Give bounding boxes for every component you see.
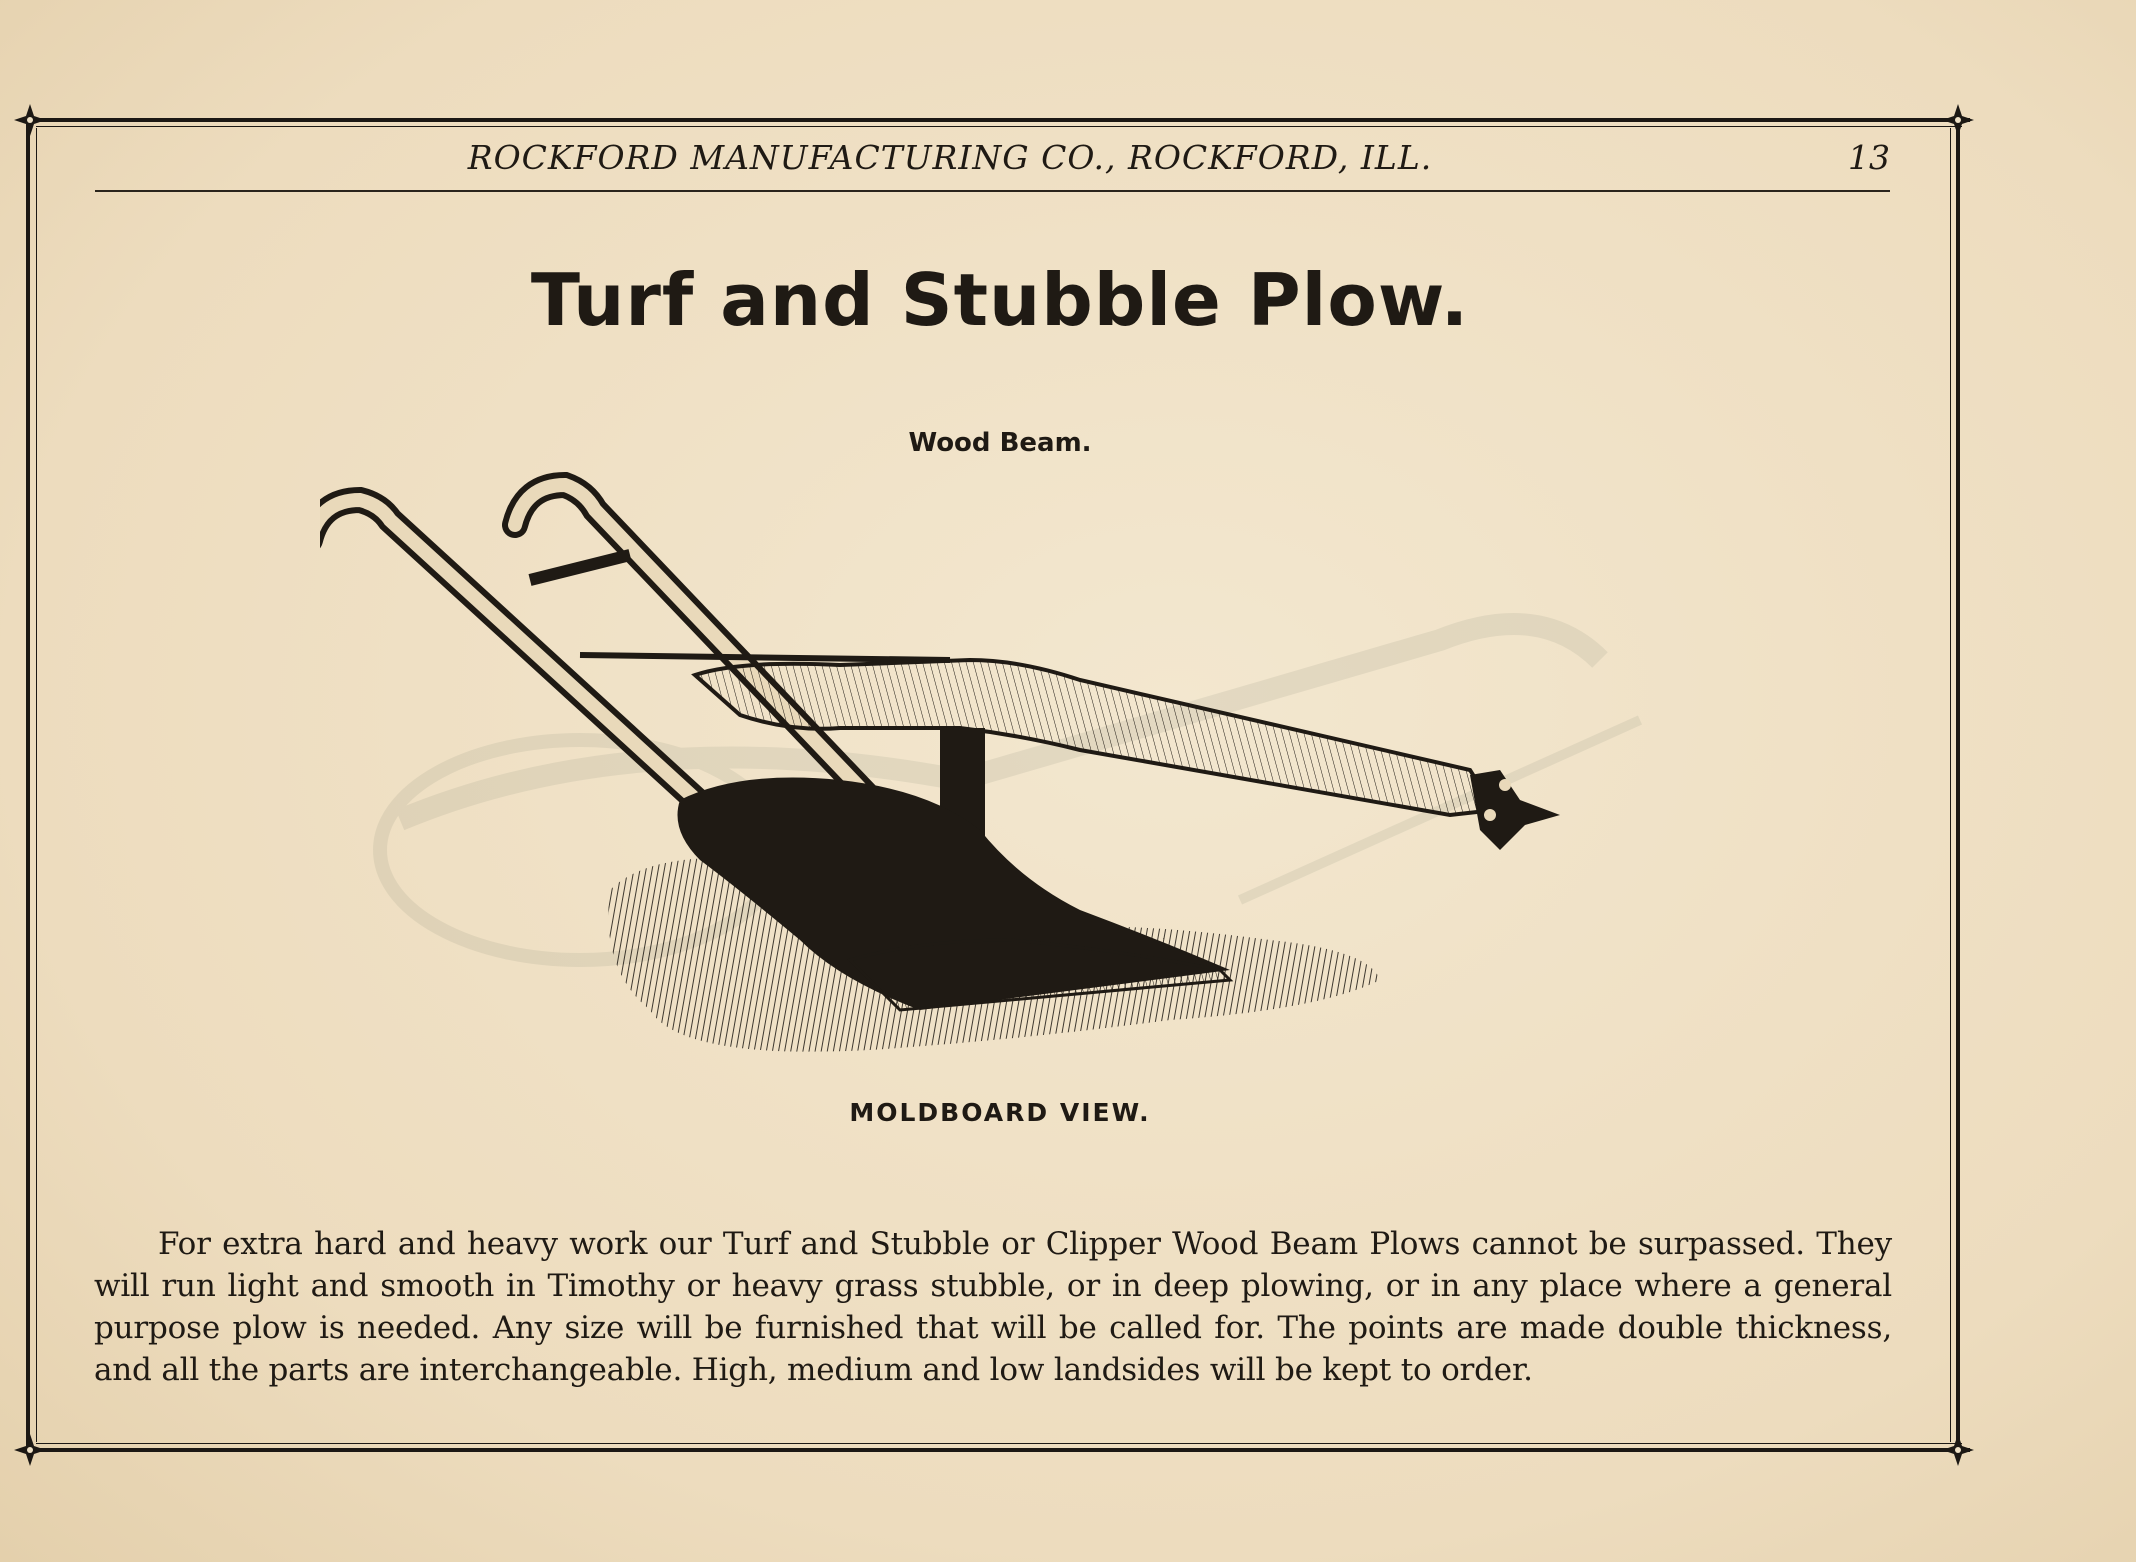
corner-cross-icon	[12, 1432, 48, 1468]
frame-bottom-rule	[28, 1448, 1970, 1452]
plow-engraving-icon	[320, 470, 1680, 1070]
page-title: Turf and Stubble Plow.	[530, 258, 1470, 342]
corner-cross-icon	[12, 102, 48, 138]
running-head: ROCKFORD MANUFACTURING CO., ROCKFORD, ILL.	[467, 138, 1433, 177]
page-number: 13	[1848, 138, 1890, 177]
header-rule	[95, 190, 1890, 192]
figure-caption: MOLDBOARD VIEW.	[849, 1098, 1151, 1127]
corner-cross-icon	[1940, 1432, 1976, 1468]
page-subtitle: Wood Beam.	[908, 428, 1092, 458]
frame-top-rule	[28, 118, 1970, 122]
corner-cross-icon	[1940, 102, 1976, 138]
body-paragraph: For extra hard and heavy work our Turf and Stubble or Clipper Wood Beam Plows cannot be surpassed. They will run light and smooth in Timothy or heavy grass stubble, or in deep plowing, or in any place where a general purpose plow is needed. Any size will be furnished that will be called for. The points are made double thickness, and all the parts are interchangeable. High, medium and low landsides will be kept to order.	[94, 1226, 1892, 1388]
